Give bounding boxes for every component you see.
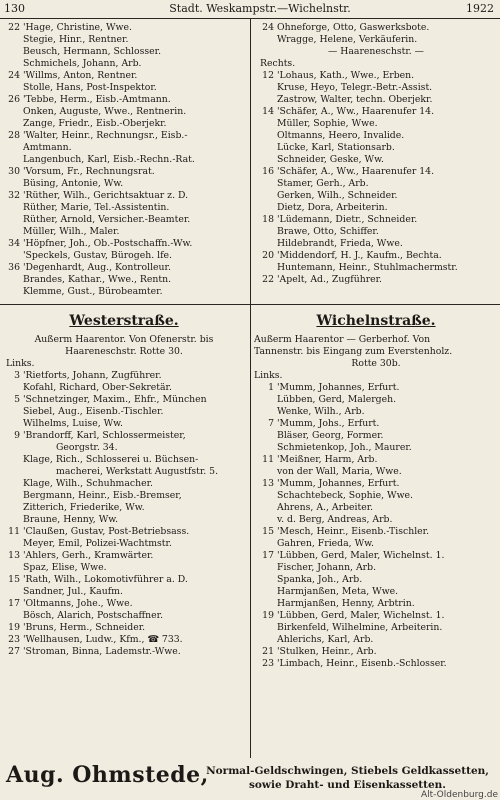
side-label: Rechts.: [260, 58, 296, 69]
resident-entry: Beusch, Hermann, Schlosser.: [23, 46, 162, 57]
list-item: [254, 394, 498, 406]
resident-entry: 'Stulken, Heinr., Arb.: [277, 646, 377, 657]
list-item: [254, 622, 498, 634]
list-item: [254, 22, 498, 34]
list-item: [0, 478, 248, 490]
watermark: Alt-Oldenburg.de: [420, 790, 498, 800]
resident-entry: Stegie, Hinr., Rentner.: [23, 34, 129, 45]
house-number: 30: [8, 166, 20, 177]
resident-entry: 'Brandorff, Karl, Schlossermeister,: [23, 430, 186, 441]
resident-entry: Fischer, Johann, Arb.: [277, 562, 377, 573]
list-item: [254, 406, 498, 418]
list-item: [254, 106, 498, 118]
page-year: 1922: [466, 2, 494, 15]
resident-entry: 'Oltmanns, Johe., Wwe.: [23, 598, 133, 609]
resident-entry: Siebel, Aug., Eisenb.-Tischler.: [23, 406, 164, 417]
resident-entry: 'Degenhardt, Aug., Kontrolleur.: [23, 262, 171, 273]
house-number: 24: [262, 22, 274, 33]
list-item: [254, 598, 498, 610]
page-title: Stadt. Weskampstr.—Wichelnstr.: [169, 2, 351, 15]
resident-entry: 'Limbach, Heinr., Eisenb.-Schlosser.: [277, 658, 447, 669]
column-divider: [250, 18, 251, 758]
list-item: [254, 574, 498, 586]
house-number: 5: [14, 394, 20, 405]
house-number: 13: [8, 550, 20, 561]
street-heading-westerstrasse: Westerstraße.: [69, 313, 179, 329]
resident-entry: Klage, Wilh., Schuhmacher.: [23, 478, 153, 489]
resident-entry: Ohneforge, Otto, Gaswerksbote.: [277, 22, 430, 33]
list-item: [254, 166, 498, 178]
advert-line: sowie Draht- und Eisenkassetten.: [249, 779, 446, 791]
list-item: [0, 610, 248, 622]
list-item: [0, 94, 248, 106]
house-number: 28: [8, 130, 20, 141]
resident-entry: Georgstr. 34.: [56, 442, 118, 453]
resident-entry: 'Mumm, Johannes, Erfurt.: [277, 478, 400, 489]
resident-entry: Rüther, Marie, Tel.-Assistentin.: [23, 202, 170, 213]
list-item: [254, 154, 498, 166]
resident-entry: macherei, Werkstatt Augustfstr. 5.: [56, 466, 219, 477]
list-item: [254, 502, 498, 514]
street-intro-line: Außerm Haarentor — Gerberhof. Von: [254, 334, 431, 345]
resident-entry: Bläser, Georg, Former.: [277, 430, 384, 441]
resident-entry: Klage, Rich., Schlosserei u. Büchsen-: [23, 454, 199, 465]
list-item: [0, 586, 248, 598]
list-item: [0, 550, 248, 562]
list-item: [254, 382, 498, 394]
advert-line: Normal-Geldschwingen, Stiebels Geldkassetten,: [206, 765, 489, 777]
resident-entry: 'Lohaus, Kath., Wwe., Erben.: [277, 70, 415, 81]
list-item: [0, 442, 248, 454]
column-1-top: [0, 22, 248, 298]
house-number: 11: [262, 454, 274, 465]
resident-entry: Braune, Henny, Ww.: [23, 514, 119, 525]
page-number: 130: [4, 2, 25, 15]
house-number: 34: [8, 238, 20, 249]
list-item: [0, 274, 248, 286]
list-item: [0, 526, 248, 538]
resident-entry: 'Schäfer, A., Ww., Haarenufer 14.: [277, 166, 435, 177]
resident-entry: Oltmanns, Heero, Invalide.: [277, 130, 405, 141]
resident-entry: 'Lübben, Gerd, Maler, Wichelnst. 1.: [277, 610, 445, 621]
resident-entry: Meyer, Emil, Polizei-Wachtmstr.: [23, 538, 172, 549]
list-item: [0, 262, 248, 274]
entry-list: [254, 382, 498, 670]
resident-entry: Rüther, Arnold, Versicher.-Beamter.: [23, 214, 191, 225]
resident-entry: Müller, Sophie, Wwe.: [277, 118, 378, 129]
entry-list: [0, 370, 248, 658]
house-number: 16: [262, 166, 274, 177]
resident-entry: Lücke, Karl, Stationsarb.: [277, 142, 395, 153]
resident-entry: Stamer, Gerh., Arb.: [277, 178, 369, 189]
list-item: [254, 454, 498, 466]
page-header: [0, 2, 500, 18]
resident-entry: 'Rietforts, Johann, Zugführer.: [23, 370, 162, 381]
resident-entry: 'Ahlers, Gerh., Kramwärter.: [23, 550, 154, 561]
resident-entry: Ahrens, A., Arbeiter.: [277, 502, 374, 513]
list-item: [0, 406, 248, 418]
street-intro-line: Außerm Haarentor. Von Ofenerstr. bis: [34, 334, 214, 345]
list-item: [254, 202, 498, 214]
list-item: [254, 514, 498, 526]
column-2-bottom: [254, 306, 498, 670]
house-number: 15: [8, 574, 20, 585]
side-label: Links.: [6, 358, 35, 369]
resident-entry: 'Lüdemann, Dietr., Schneider.: [277, 214, 418, 225]
list-item: [254, 94, 498, 106]
list-item: [0, 502, 248, 514]
resident-entry: Gahren, Frieda, Ww.: [277, 538, 374, 549]
list-item: [0, 58, 248, 70]
street-intro-line: Tannenstr. bis Eingang zum Everstenholz.: [254, 346, 453, 357]
resident-entry: Onken, Auguste, Wwe., Rentnerin.: [23, 106, 187, 117]
house-number: 17: [8, 598, 20, 609]
resident-entry: Schneider, Geske, Ww.: [277, 154, 384, 165]
house-number: 21: [262, 646, 274, 657]
list-item: [254, 646, 498, 658]
list-item: [0, 490, 248, 502]
section-subheading: — Haareneschstr. —: [328, 46, 424, 57]
resident-entry: Kruse, Heyo, Telegr.-Betr.-Assist.: [277, 82, 433, 93]
resident-entry: Amtmann.: [23, 142, 72, 153]
list-item: [0, 286, 248, 298]
advert-text: [200, 764, 495, 792]
resident-entry: Ahlerichs, Karl, Arb.: [277, 634, 374, 645]
house-number: 13: [262, 478, 274, 489]
list-item: [254, 118, 498, 130]
resident-entry: 'Höpfner, Joh., Ob.-Postschaffn.-Ww.: [23, 238, 193, 249]
list-item: [254, 274, 498, 286]
resident-entry: Bergmann, Heinr., Eisb.-Bremser,: [23, 490, 182, 501]
resident-entry: 'Vorsum, Fr., Rechnungsrat.: [23, 166, 155, 177]
house-number: 20: [262, 250, 274, 261]
street-heading-wichelnstrasse: Wichelnstraße.: [316, 313, 436, 329]
list-item: [0, 130, 248, 142]
resident-entry: Gerken, Wilh., Schneider.: [277, 190, 398, 201]
list-item: [0, 34, 248, 46]
list-item: [0, 166, 248, 178]
resident-entry: 'Willms, Anton, Rentner.: [23, 70, 138, 81]
resident-entry: 'Tebbe, Herm., Eisb.-Amtmann.: [23, 94, 171, 105]
resident-entry: Bösch, Alarich, Postschaffner.: [23, 610, 164, 621]
list-item: [254, 34, 498, 46]
resident-entry: Sandner, Jul., Kaufm.: [23, 586, 123, 597]
resident-entry: Schachtebeck, Sophie, Wwe.: [277, 490, 414, 501]
list-item: [0, 250, 248, 262]
list-item: [254, 70, 498, 82]
resident-entry: Kofahl, Richard, Ober-Sekretär.: [23, 382, 172, 393]
house-number: 9: [14, 430, 20, 441]
resident-entry: Wragge, Helene, Verkäuferin.: [277, 34, 418, 45]
house-number: 22: [262, 274, 274, 285]
resident-entry: 'Walter, Heinr., Rechnungsr., Eisb.-: [23, 130, 188, 141]
list-item: [0, 178, 248, 190]
list-item: [0, 106, 248, 118]
house-number: 12: [262, 70, 274, 81]
list-item: [0, 418, 248, 430]
resident-entry: Stolle, Hans, Post-Inspektor.: [23, 82, 157, 93]
list-item: [254, 238, 498, 250]
resident-entry: Brawe, Otto, Schiffer.: [277, 226, 379, 237]
list-item: [0, 562, 248, 574]
list-item: [254, 418, 498, 430]
list-item: [0, 394, 248, 406]
list-item: [254, 58, 498, 70]
list-item: [254, 430, 498, 442]
resident-entry: Zastrow, Walter, techn. Oberjekr.: [277, 94, 433, 105]
house-number: 26: [8, 94, 20, 105]
advert-name: Aug. Ohmstede,: [6, 762, 209, 788]
resident-entry: Harmjanßen, Henny, Arbtrin.: [277, 598, 415, 609]
resident-entry: 'Stroman, Binna, Lademstr.-Wwe.: [23, 646, 181, 657]
resident-entry: 'Mumm, Johs., Erfurt.: [277, 418, 380, 429]
resident-entry: Zitterich, Friederike, Ww.: [23, 502, 145, 513]
list-item: [254, 226, 498, 238]
list-item: [0, 226, 248, 238]
resident-entry: Klemme, Gust., Bürobeamter.: [23, 286, 163, 297]
house-number: 23: [262, 658, 274, 669]
resident-entry: Schmichels, Johann, Arb.: [23, 58, 142, 69]
list-item: [0, 646, 248, 658]
list-item: [0, 154, 248, 166]
list-item: [254, 214, 498, 226]
list-item: [254, 190, 498, 202]
list-item: [254, 610, 498, 622]
list-item: [254, 526, 498, 538]
list-item: [0, 382, 248, 394]
house-number: 14: [262, 106, 274, 117]
list-item: [254, 562, 498, 574]
resident-entry: Brandes, Kathar., Wwe., Rentn.: [23, 274, 172, 285]
list-item: [0, 82, 248, 94]
resident-entry: Büsing, Antonie, Ww.: [23, 178, 124, 189]
resident-entry: Huntemann, Heinr., Stuhlmachermstr.: [277, 262, 458, 273]
list-item: [0, 22, 248, 34]
list-item: [0, 598, 248, 610]
list-item: [254, 586, 498, 598]
resident-entry: 'Hage, Christine, Wwe.: [23, 22, 132, 33]
list-item: [0, 70, 248, 82]
list-item: [0, 538, 248, 550]
column-1-bottom: [0, 306, 248, 658]
advertisement-footer: [0, 758, 500, 800]
house-number: 27: [8, 646, 20, 657]
list-item: [0, 238, 248, 250]
resident-entry: Lübben, Gerd, Malergeh.: [277, 394, 397, 405]
resident-entry: von der Wall, Maria, Wwe.: [277, 466, 402, 477]
list-item: [0, 46, 248, 58]
list-item: [254, 178, 498, 190]
resident-entry: 'Speckels, Gustav, Bürogeh. lfe.: [23, 250, 172, 261]
list-item: [254, 262, 498, 274]
resident-entry: Spaz, Elise, Wwe.: [23, 562, 107, 573]
list-item: [0, 514, 248, 526]
resident-entry: 'Claußen, Gustav, Post-Betriebsass.: [23, 526, 190, 537]
list-item: [0, 370, 248, 382]
resident-entry: 'Bruns, Herm., Schneider.: [23, 622, 146, 633]
list-item: [254, 538, 498, 550]
house-number: 19: [8, 622, 20, 633]
list-item: [254, 550, 498, 562]
list-item: [0, 622, 248, 634]
house-number: 19: [262, 610, 274, 621]
resident-entry: Schmietenkop, Joh., Maurer.: [277, 442, 412, 453]
house-number: 24: [8, 70, 20, 81]
resident-entry: 'Lübben, Gerd, Maler, Wichelnst. 1.: [277, 550, 445, 561]
resident-entry: 'Schnetzinger, Maxim., Ehfr., München: [23, 394, 207, 405]
house-number: 7: [268, 418, 274, 429]
list-item: [0, 202, 248, 214]
house-number: 22: [8, 22, 20, 33]
resident-entry: Wenke, Wilh., Arb.: [277, 406, 365, 417]
section-rule: [0, 304, 500, 305]
house-number: 15: [262, 526, 274, 537]
list-item: [0, 190, 248, 202]
resident-entry: Hildebrandt, Frieda, Wwe.: [277, 238, 403, 249]
resident-entry: 'Rath, Wilh., Lokomotivführer a. D.: [23, 574, 188, 585]
resident-entry: Langenbuch, Karl, Eisb.-Rechn.-Rat.: [23, 154, 195, 165]
house-number: 11: [8, 526, 20, 537]
list-item: [0, 214, 248, 226]
resident-entry: Wilhelms, Luise, Ww.: [23, 418, 123, 429]
street-intro-line: Rotte 30b.: [351, 358, 401, 369]
list-item: [254, 130, 498, 142]
house-number: 18: [262, 214, 274, 225]
house-number: 36: [8, 262, 20, 273]
list-item: [0, 454, 248, 466]
list-item: [0, 142, 248, 154]
resident-entry: 'Schäfer, A., Ww., Haarenufer 14.: [277, 106, 435, 117]
resident-entry: 'Wellhausen, Ludw., Kfm., ☎ 733.: [23, 634, 183, 645]
list-item: [254, 634, 498, 646]
resident-entry: 'Mesch, Heinr., Eisenb.-Tischler.: [277, 526, 430, 537]
list-item: [254, 490, 498, 502]
resident-entry: Müller, Wilh., Maler.: [23, 226, 120, 237]
house-number: 32: [8, 190, 20, 201]
list-item: [254, 466, 498, 478]
house-number: 17: [262, 550, 274, 561]
list-item: [254, 442, 498, 454]
list-item: [254, 658, 498, 670]
list-item: [254, 478, 498, 490]
resident-entry: 'Apelt, Ad., Zugführer.: [277, 274, 383, 285]
list-item: [0, 118, 248, 130]
house-number: 3: [14, 370, 20, 381]
resident-entry: Spanka, Joh., Arb.: [277, 574, 363, 585]
resident-entry: Birkenfeld, Wilhelmine, Arbeiterin.: [277, 622, 443, 633]
resident-entry: v. d. Berg, Andreas, Arb.: [277, 514, 393, 525]
resident-entry: 'Mumm, Johannes, Erfurt.: [277, 382, 400, 393]
resident-entry: Zange, Friedr., Eisb.-Oberjekr.: [23, 118, 167, 129]
house-number: 23: [8, 634, 20, 645]
column-2-top: [254, 22, 498, 286]
resident-entry: 'Meißner, Harm, Arb.: [277, 454, 378, 465]
side-label: Links.: [254, 370, 283, 381]
list-item: [0, 634, 248, 646]
resident-entry: 'Middendorf, H. J., Kaufm., Bechta.: [277, 250, 442, 261]
resident-entry: Harmjanßen, Meta, Wwe.: [277, 586, 399, 597]
street-intro-line: Haareneschstr. Rotte 30.: [65, 346, 183, 357]
list-item: [254, 82, 498, 94]
resident-entry: Dietz, Dora, Arbeiterin.: [277, 202, 388, 213]
list-item: [254, 46, 498, 58]
list-item: [0, 430, 248, 442]
list-item: [0, 574, 248, 586]
list-item: [254, 142, 498, 154]
resident-entry: 'Rüther, Wilh., Gerichtsaktuar z. D.: [23, 190, 189, 201]
list-item: [0, 466, 248, 478]
house-number: 1: [268, 382, 274, 393]
list-item: [254, 250, 498, 262]
